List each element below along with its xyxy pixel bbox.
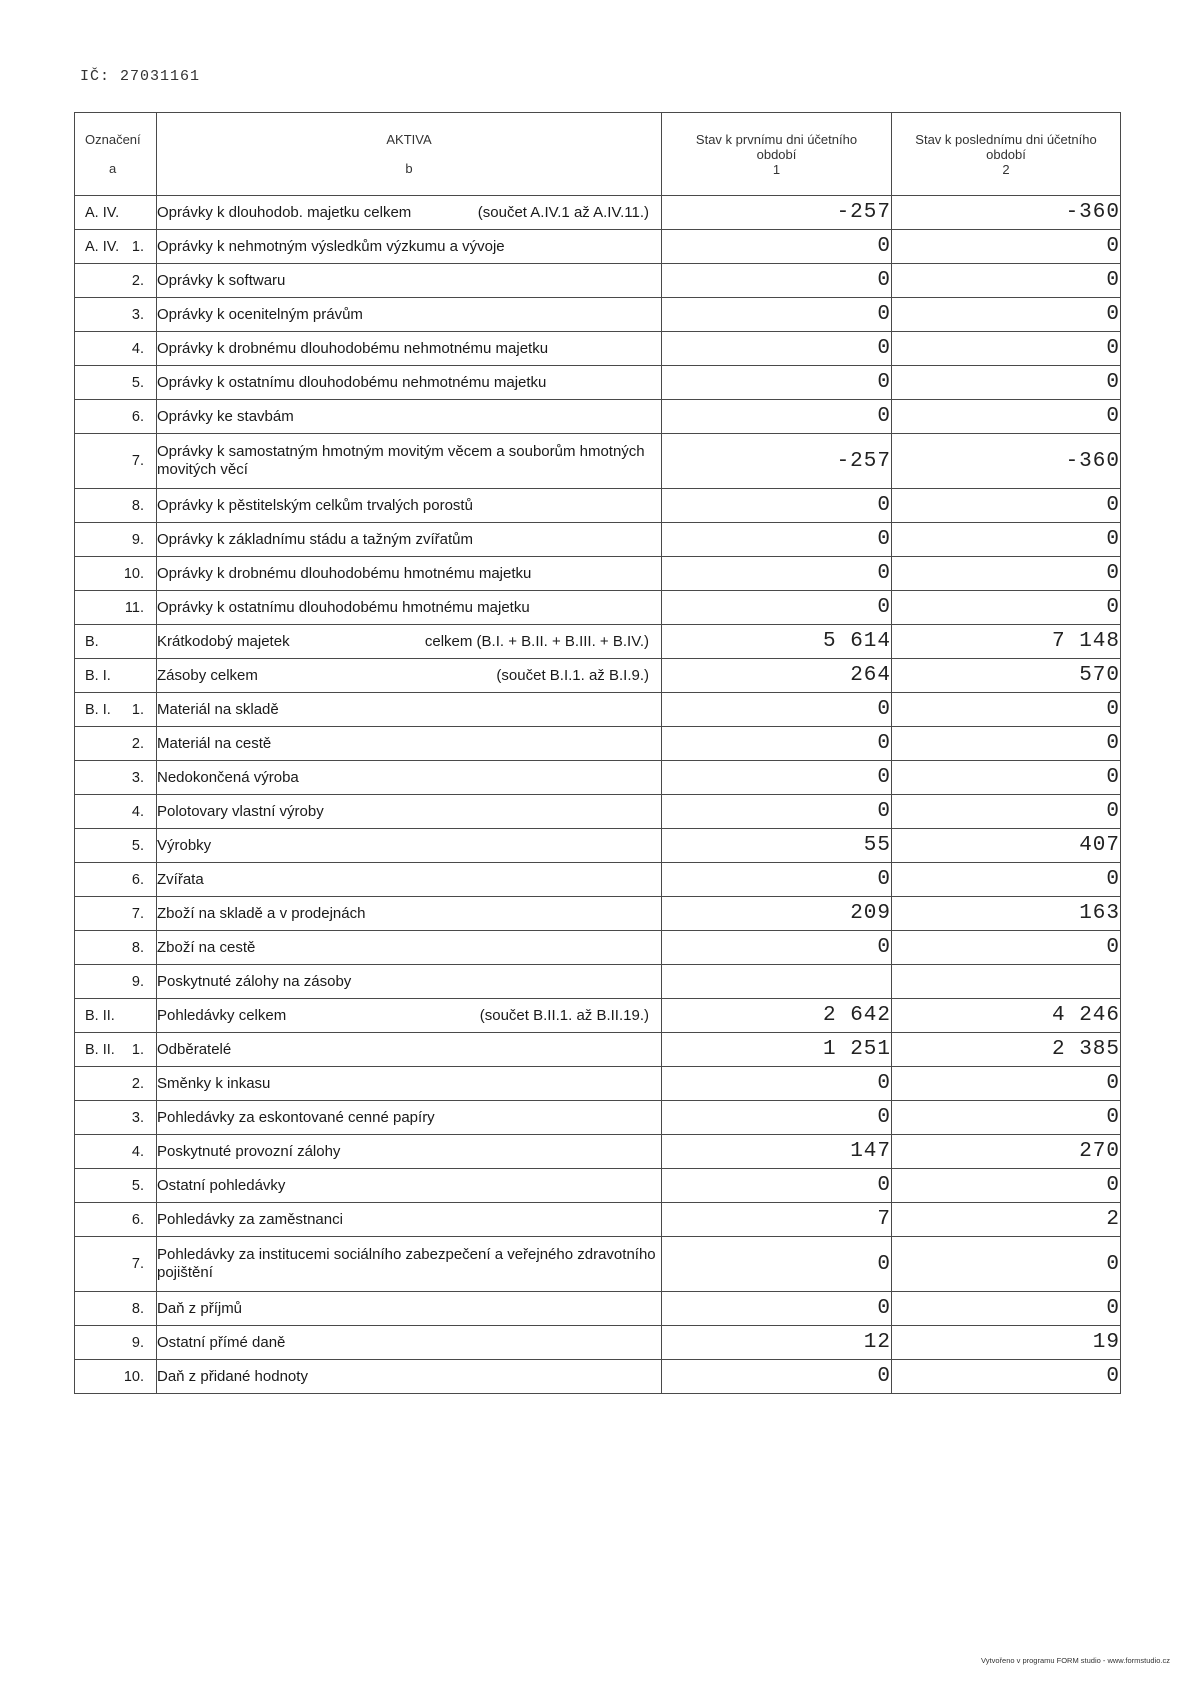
row-name: Oprávky k samostatným hmotným movitým věcem a souborům hmotných movitých věcí — [157, 443, 645, 478]
row-code-number: 11. — [124, 599, 144, 616]
header-last-day-line2: období — [986, 146, 1026, 162]
row-name-cell — [157, 557, 662, 591]
row-name: Zboží na skladě a v prodejnách — [157, 904, 366, 922]
row-first-day-value — [662, 965, 892, 999]
row-first-day-value: 1 251 — [662, 1033, 892, 1067]
row-last-day-value: 0 — [892, 332, 1121, 366]
row-last-day-value: 2 — [892, 1203, 1121, 1237]
row-code-number: 2. — [131, 272, 144, 289]
row-last-day-value: 0 — [892, 1169, 1121, 1203]
row-name-cell — [157, 332, 662, 366]
row-last-day-value: 0 — [892, 795, 1121, 829]
row-last-day-value: 2 385 — [892, 1033, 1121, 1067]
table-row — [75, 298, 1121, 332]
row-code-number: 3. — [131, 769, 144, 786]
row-last-day-value: 0 — [892, 557, 1121, 591]
row-last-day-value: 0 — [892, 298, 1121, 332]
row-code-number: 7. — [131, 1256, 144, 1272]
header-last-day-cell — [892, 113, 1121, 196]
row-name: Oprávky ke stavbám — [157, 407, 294, 425]
row-last-day-value: 0 — [892, 1101, 1121, 1135]
row-first-day-value: 0 — [662, 298, 892, 332]
row-code-number: 6. — [131, 1211, 144, 1228]
row-first-day-value: 0 — [662, 1237, 892, 1292]
row-code-cell — [75, 298, 157, 332]
row-first-day-value: 0 — [662, 1169, 892, 1203]
row-name: Zvířata — [157, 870, 204, 888]
row-first-day-value: 0 — [662, 727, 892, 761]
row-last-day-value: 0 — [892, 591, 1121, 625]
row-name: Polotovary vlastní výroby — [157, 802, 324, 820]
row-last-day-value: 0 — [892, 366, 1121, 400]
row-name: Výrobky — [157, 836, 212, 854]
row-name: Oprávky k nehmotným výsledkům výzkumu a vývoje — [157, 237, 505, 255]
row-last-day-value: 0 — [892, 1237, 1121, 1292]
row-code-cell — [75, 1360, 157, 1394]
row-code-number: 3. — [131, 1109, 144, 1126]
row-code-cell — [75, 1169, 157, 1203]
row-first-day-value: 0 — [662, 523, 892, 557]
row-last-day-value: 7 148 — [892, 625, 1121, 659]
row-name-cell — [157, 795, 662, 829]
row-name: Pohledávky celkem — [157, 1006, 287, 1024]
row-code-cell — [75, 1326, 157, 1360]
row-code-cell — [75, 1203, 157, 1237]
table-row — [75, 965, 1121, 999]
table-row — [75, 591, 1121, 625]
row-name: Oprávky k základnímu stádu a tažným zvířatům — [157, 530, 473, 548]
row-name-cell — [157, 264, 662, 298]
row-code-prefix: B. I. — [85, 667, 111, 684]
header-name-label: AKTIVA — [386, 132, 432, 147]
row-code-number: 9. — [131, 1334, 144, 1351]
header-code-sub: a — [109, 161, 117, 176]
row-name: Zboží na cestě — [157, 938, 256, 956]
row-last-day-value: -360 — [892, 434, 1121, 489]
row-name-cell — [157, 298, 662, 332]
row-code-cell — [75, 434, 157, 489]
table-row — [75, 1292, 1121, 1326]
row-last-day-value: 0 — [892, 693, 1121, 727]
row-first-day-value: 264 — [662, 659, 892, 693]
row-name-cell — [157, 1292, 662, 1326]
table-row — [75, 366, 1121, 400]
row-code-cell — [75, 230, 157, 264]
row-last-day-value: 0 — [892, 1067, 1121, 1101]
row-last-day-value: 407 — [892, 829, 1121, 863]
row-code-cell — [75, 829, 157, 863]
row-name: Zásoby celkem — [157, 666, 258, 684]
row-name-cell — [157, 196, 662, 230]
table-row — [75, 795, 1121, 829]
row-code-cell — [75, 264, 157, 298]
row-name: Pohledávky za eskontované cenné papíry — [157, 1108, 435, 1126]
row-code-number: 4. — [131, 340, 144, 357]
table-row — [75, 557, 1121, 591]
row-code-cell — [75, 659, 157, 693]
table-row — [75, 863, 1121, 897]
row-code-cell — [75, 897, 157, 931]
row-name-cell — [157, 999, 662, 1033]
row-code-cell — [75, 196, 157, 230]
table-row — [75, 1203, 1121, 1237]
row-code-number: 9. — [131, 531, 144, 548]
header-last-day-sub: 2 — [1002, 161, 1010, 177]
table-row — [75, 196, 1121, 230]
row-code-prefix: B. II. — [85, 1041, 115, 1058]
header-last-day-line1: Stav k poslednímu dni účetního — [915, 131, 1097, 147]
row-code-cell — [75, 625, 157, 659]
row-code-prefix: B. — [85, 633, 99, 650]
row-name-cell — [157, 727, 662, 761]
row-name-cell — [157, 863, 662, 897]
row-code-cell — [75, 999, 157, 1033]
table-row — [75, 489, 1121, 523]
row-code-number: 7. — [131, 453, 144, 469]
row-name: Ostatní pohledávky — [157, 1176, 286, 1194]
row-name: Materiál na cestě — [157, 734, 272, 752]
table-row — [75, 1067, 1121, 1101]
row-first-day-value: 5 614 — [662, 625, 892, 659]
header-first-day-cell — [662, 113, 892, 196]
row-first-day-value: 7 — [662, 1203, 892, 1237]
row-name-cell — [157, 897, 662, 931]
row-code-cell — [75, 1237, 157, 1292]
row-name: Oprávky k drobnému dlouhodobému hmotnému majetku — [157, 564, 532, 582]
row-code-number: 5. — [131, 374, 144, 391]
row-code-number: 8. — [131, 1300, 144, 1317]
row-name-cell — [157, 523, 662, 557]
table-row — [75, 1360, 1121, 1394]
row-code-prefix: A. IV. — [85, 238, 120, 255]
row-name-suffix: (součet B.II.1. až B.II.19.) — [479, 1006, 649, 1024]
row-code-cell — [75, 693, 157, 727]
row-code-cell — [75, 965, 157, 999]
row-code-cell — [75, 489, 157, 523]
row-last-day-value: 0 — [892, 727, 1121, 761]
row-code-cell — [75, 1067, 157, 1101]
row-name-cell — [157, 1067, 662, 1101]
row-code-number: 3. — [131, 306, 144, 323]
row-last-day-value: 0 — [892, 931, 1121, 965]
row-first-day-value: 0 — [662, 1292, 892, 1326]
row-name-cell — [157, 366, 662, 400]
row-name: Oprávky k ostatnímu dlouhodobému hmotnému majetku — [157, 598, 530, 616]
row-name: Daň z příjmů — [157, 1299, 243, 1317]
row-name: Oprávky k pěstitelským celkům trvalých porostů — [157, 496, 473, 514]
row-last-day-value: 19 — [892, 1326, 1121, 1360]
row-code-number: 2. — [131, 1075, 144, 1092]
header-code-cell — [75, 113, 157, 196]
row-first-day-value: 2 642 — [662, 999, 892, 1033]
row-code-cell — [75, 332, 157, 366]
row-code-number: 8. — [131, 939, 144, 956]
row-code-number: 5. — [131, 1177, 144, 1194]
row-last-day-value: 0 — [892, 1292, 1121, 1326]
row-name-cell — [157, 1033, 662, 1067]
header-first-day-sub: 1 — [772, 161, 781, 177]
row-last-day-value: 4 246 — [892, 999, 1121, 1033]
row-code-cell — [75, 761, 157, 795]
table-row — [75, 1101, 1121, 1135]
row-first-day-value: 0 — [662, 366, 892, 400]
row-code-cell — [75, 366, 157, 400]
row-name: Oprávky k softwaru — [157, 271, 286, 289]
row-name: Nedokončená výroba — [157, 768, 299, 786]
row-last-day-value: 0 — [892, 400, 1121, 434]
row-last-day-value: 0 — [892, 523, 1121, 557]
row-code-number: 9. — [131, 973, 144, 990]
row-code-cell — [75, 557, 157, 591]
row-code-number: 6. — [131, 871, 144, 888]
row-name-cell — [157, 829, 662, 863]
table-row — [75, 693, 1121, 727]
row-last-day-value: 0 — [892, 264, 1121, 298]
row-code-cell — [75, 1033, 157, 1067]
row-name-cell — [157, 434, 662, 489]
row-name-cell — [157, 1237, 662, 1292]
row-first-day-value: 147 — [662, 1135, 892, 1169]
row-code-cell — [75, 1101, 157, 1135]
row-name-cell — [157, 1169, 662, 1203]
row-last-day-value: 0 — [892, 1360, 1121, 1394]
header-code-label: Označení — [85, 132, 141, 147]
row-name-cell — [157, 659, 662, 693]
row-first-day-value: 0 — [662, 489, 892, 523]
table-row — [75, 1033, 1121, 1067]
row-code-cell — [75, 591, 157, 625]
table-row — [75, 332, 1121, 366]
row-last-day-value: 0 — [892, 489, 1121, 523]
table-row — [75, 659, 1121, 693]
row-code-cell — [75, 523, 157, 557]
row-code-number: 7. — [131, 905, 144, 922]
row-first-day-value: 0 — [662, 1101, 892, 1135]
row-name-cell — [157, 693, 662, 727]
row-code-cell — [75, 863, 157, 897]
row-last-day-value — [892, 965, 1121, 999]
table-row — [75, 1169, 1121, 1203]
table-row — [75, 1237, 1121, 1292]
row-name-cell — [157, 591, 662, 625]
row-first-day-value: -257 — [662, 196, 892, 230]
row-name-cell — [157, 400, 662, 434]
row-code-number: 1. — [131, 701, 144, 718]
row-code-prefix: A. IV. — [85, 204, 120, 221]
row-code-cell — [75, 1292, 157, 1326]
table-row — [75, 400, 1121, 434]
table-row — [75, 829, 1121, 863]
table-row — [75, 931, 1121, 965]
row-code-prefix: B. II. — [85, 1007, 115, 1024]
row-name-suffix: (součet A.IV.1 až A.IV.11.) — [477, 203, 649, 221]
footer-credit: Vytvořeno v programu FORM studio - www.formstudio.cz — [981, 1656, 1170, 1665]
row-code-number: 8. — [131, 497, 144, 514]
row-last-day-value: 0 — [892, 863, 1121, 897]
header-name-cell — [157, 113, 662, 196]
row-first-day-value: 209 — [662, 897, 892, 931]
row-name-cell — [157, 625, 662, 659]
row-last-day-value: 0 — [892, 761, 1121, 795]
row-code-prefix: B. I. — [85, 701, 111, 718]
row-first-day-value: 0 — [662, 1067, 892, 1101]
row-code-cell — [75, 727, 157, 761]
row-name: Poskytnuté provozní zálohy — [157, 1142, 341, 1160]
row-name: Daň z přidané hodnoty — [157, 1367, 308, 1385]
table-row — [75, 1326, 1121, 1360]
row-name-suffix: (součet B.I.1. až B.I.9.) — [496, 666, 649, 684]
row-last-day-value: 163 — [892, 897, 1121, 931]
balance-sheet-table — [74, 112, 1121, 1394]
row-name: Krátkodobý majetek — [157, 632, 290, 650]
company-id: IČ: 27031161 — [80, 68, 201, 85]
row-name-cell — [157, 1360, 662, 1394]
row-first-day-value: 0 — [662, 557, 892, 591]
row-code-number: 4. — [131, 803, 144, 820]
row-name: Oprávky k ocenitelným právům — [157, 305, 363, 323]
row-name-cell — [157, 1203, 662, 1237]
table-row — [75, 523, 1121, 557]
table-row — [75, 230, 1121, 264]
row-first-day-value: -257 — [662, 434, 892, 489]
row-name-cell — [157, 965, 662, 999]
row-first-day-value: 0 — [662, 795, 892, 829]
row-name: Ostatní přímé daně — [157, 1333, 286, 1351]
row-code-number: 10. — [123, 565, 144, 582]
row-code-number: 6. — [131, 408, 144, 425]
row-first-day-value: 0 — [662, 693, 892, 727]
row-first-day-value: 0 — [662, 761, 892, 795]
row-name-cell — [157, 1326, 662, 1360]
table-row — [75, 264, 1121, 298]
row-code-cell — [75, 931, 157, 965]
row-first-day-value: 0 — [662, 591, 892, 625]
table-row — [75, 625, 1121, 659]
row-name-cell — [157, 931, 662, 965]
row-name-cell — [157, 230, 662, 264]
row-name: Oprávky k dlouhodob. majetku celkem — [157, 203, 412, 221]
row-name: Oprávky k ostatnímu dlouhodobému nehmotnému majetku — [157, 373, 547, 391]
row-first-day-value: 0 — [662, 264, 892, 298]
row-name-cell — [157, 1135, 662, 1169]
row-name: Odběratelé — [157, 1040, 232, 1058]
row-name: Pohledávky za zaměstnanci — [157, 1210, 343, 1228]
row-code-number: 10. — [123, 1368, 144, 1385]
row-first-day-value: 0 — [662, 1360, 892, 1394]
row-code-number: 2. — [131, 735, 144, 752]
row-name: Oprávky k drobnému dlouhodobému nehmotnému majetku — [157, 339, 549, 357]
row-first-day-value: 0 — [662, 332, 892, 366]
row-name: Pohledávky za institucemi sociálního zabezpečení a veřejného zdravotního pojištění — [157, 1246, 656, 1281]
header-first-day-line2: období — [756, 146, 797, 162]
table-header-row — [75, 113, 1121, 196]
row-first-day-value: 0 — [662, 863, 892, 897]
row-first-day-value: 55 — [662, 829, 892, 863]
row-name-cell — [157, 761, 662, 795]
row-code-number: 4. — [131, 1143, 144, 1160]
row-code-cell — [75, 400, 157, 434]
row-name-cell — [157, 489, 662, 523]
row-name: Poskytnuté zálohy na zásoby — [157, 972, 352, 990]
row-code-number: 5. — [131, 837, 144, 854]
row-last-day-value: 270 — [892, 1135, 1121, 1169]
row-code-cell — [75, 795, 157, 829]
row-name: Směnky k inkasu — [157, 1074, 271, 1092]
table-row — [75, 897, 1121, 931]
row-last-day-value: 0 — [892, 230, 1121, 264]
row-code-number: 1. — [131, 238, 144, 255]
header-name-sub: b — [405, 161, 413, 176]
row-first-day-value: 12 — [662, 1326, 892, 1360]
table-row — [75, 434, 1121, 489]
row-last-day-value: -360 — [892, 196, 1121, 230]
row-name-suffix: celkem (B.I. + B.II. + B.III. + B.IV.) — [424, 632, 649, 650]
row-code-number: 1. — [131, 1041, 144, 1058]
row-name-cell — [157, 1101, 662, 1135]
row-name: Materiál na skladě — [157, 700, 279, 718]
row-code-cell — [75, 1135, 157, 1169]
table-row — [75, 999, 1121, 1033]
table-row — [75, 727, 1121, 761]
header-first-day-line1: Stav k prvnímu dni účetního — [695, 131, 858, 147]
row-last-day-value: 570 — [892, 659, 1121, 693]
table-row — [75, 761, 1121, 795]
table-row — [75, 1135, 1121, 1169]
row-first-day-value: 0 — [662, 931, 892, 965]
row-first-day-value: 0 — [662, 230, 892, 264]
row-first-day-value: 0 — [662, 400, 892, 434]
